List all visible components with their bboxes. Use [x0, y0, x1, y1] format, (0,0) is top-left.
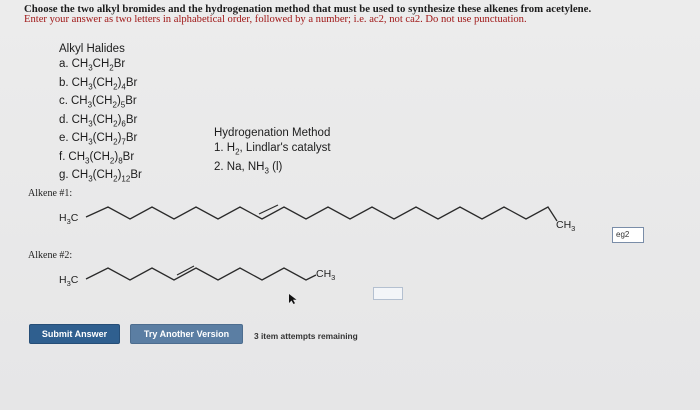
- hydrogenation-method-2: 2. Na, $NH_3$ (l): [214, 160, 283, 175]
- alkyl-halide-option: g. $CH_3(CH_2)_{12}Br$: [59, 169, 142, 184]
- mouse-cursor-icon: [288, 293, 298, 305]
- alkyl-halides-title: Alkyl Halides: [59, 43, 125, 55]
- hydrogenation-method-1: 1. $H_2$, Lindlar's catalyst: [214, 142, 331, 157]
- answer-format-instructions: Enter your answer as two letters in alphabetical order, followed by a number; i.e. ac2, not ca2. Do not use punctuation.: [24, 14, 527, 25]
- alkene-1-left-methyl: $H_3C$: [59, 212, 79, 227]
- try-another-version-button[interactable]: Try Another Version: [130, 324, 243, 344]
- hydrogenation-title: Hydrogenation Method: [214, 127, 331, 139]
- question-instructions: Choose the two alkyl bromides and the hydrogenation method that must be used to synthesize these alkenes from acetylene.: [24, 3, 592, 15]
- alkyl-halide-option: b. $CH_3(CH_2)_4Br$: [59, 76, 138, 91]
- alkene-1-right-methyl: $CH_3$: [556, 219, 576, 234]
- alkyl-halide-option: e. $CH_3(CH_2)_7Br$: [59, 132, 138, 147]
- alkene-2-answer-input[interactable]: [373, 287, 403, 300]
- alkene-2-right-methyl: $CH_3$: [316, 268, 336, 283]
- alkyl-halide-option: f. $CH_3(CH_2)_8Br$: [59, 150, 135, 165]
- alkyl-halide-option: c. $CH_3(CH_2)_5Br$: [59, 95, 137, 110]
- alkene-1-label: Alkene #1:: [28, 188, 73, 199]
- alkene-2-skeleton: [86, 268, 316, 280]
- alkene-1-answer-input[interactable]: eg2: [612, 227, 644, 243]
- alkene-2-label: Alkene #2:: [28, 250, 73, 261]
- submit-answer-button[interactable]: Submit Answer: [29, 324, 120, 344]
- attempts-remaining-text: 3 item attempts remaining: [254, 331, 358, 341]
- alkene-2-left-methyl: $H_3C$: [59, 274, 79, 289]
- alkene-1-double-bond: [259, 205, 278, 214]
- alkene-1-skeleton: [86, 207, 557, 221]
- alkyl-halide-option: d. $CH_3(CH_2)_6Br$: [59, 113, 138, 128]
- alkyl-halide-option: a. $CH_3CH_2Br$: [59, 58, 126, 73]
